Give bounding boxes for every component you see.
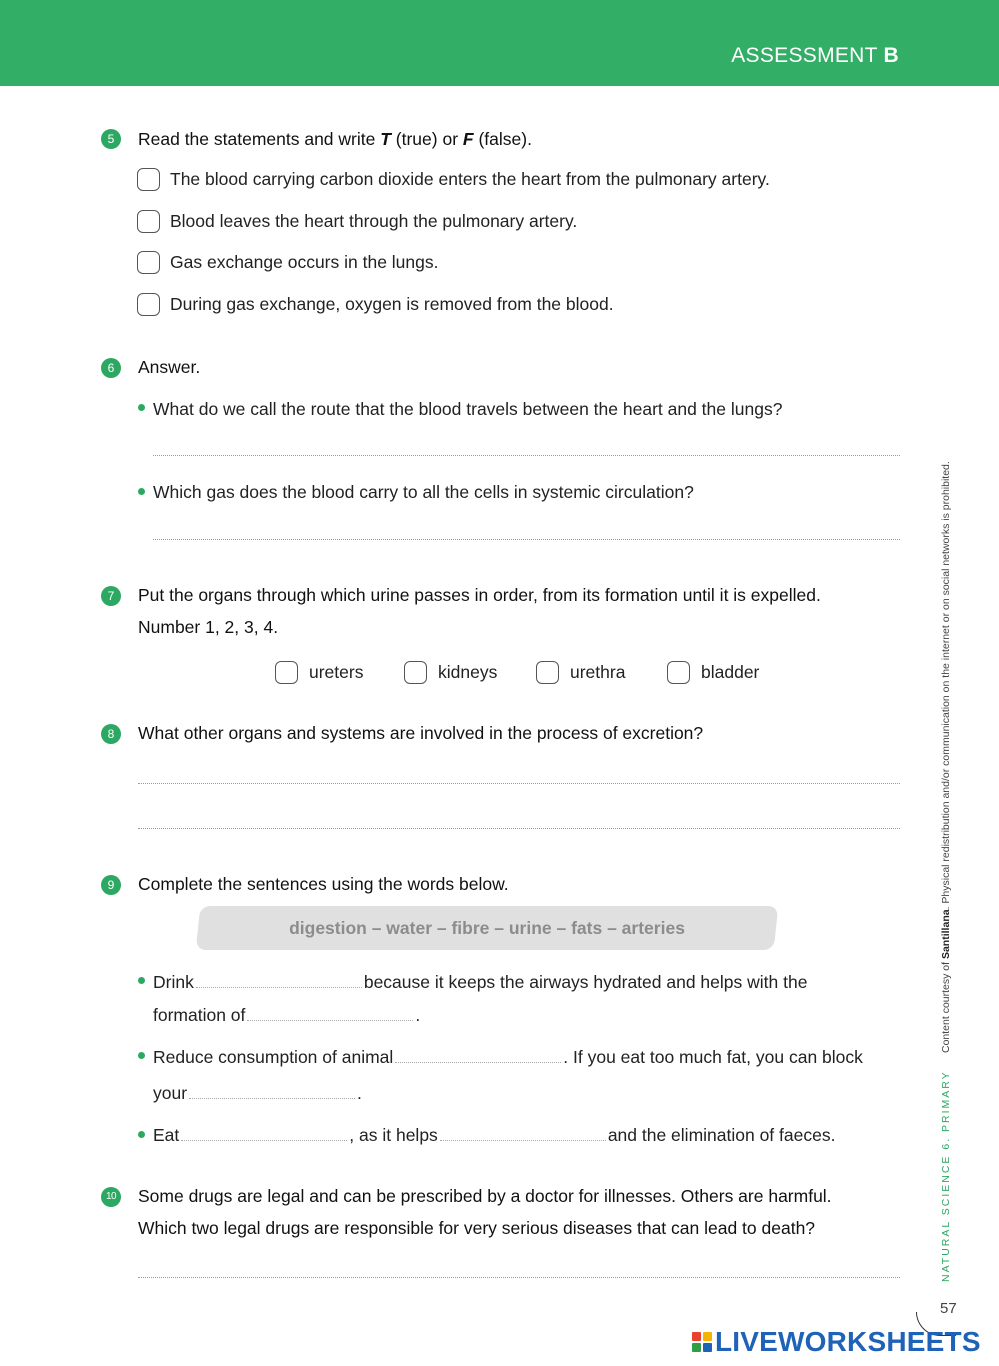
assessment-title [731, 44, 899, 68]
question-10-number: 10 [101, 1187, 121, 1207]
bullet-icon [138, 404, 145, 411]
q9-s3-text-c: and the elimination of faeces. [607, 1125, 836, 1145]
organ-label-kidneys: kidneys [438, 662, 498, 682]
question-7-prompt-line1: Put the organs through which urine passes in order, from its formation until it is expelled. [138, 585, 821, 605]
liveworksheets-logo[interactable] [692, 1326, 981, 1358]
organ-label-ureters: ureters [309, 662, 364, 682]
q9-s2-text-b: . If you eat too much fat, you can block [563, 1047, 863, 1067]
q9-s1-text-d: . [415, 1005, 421, 1025]
question-9-prompt: Complete the sentences using the words below. [138, 874, 509, 894]
question-10-prompt-line1: Some drugs are legal and can be prescribed by a doctor for illnesses. Others are harmful. [138, 1186, 832, 1206]
q9-sentence-3 [153, 1125, 835, 1146]
q5-answer-box-1[interactable] [137, 168, 160, 191]
q9-s2-text-d: . [357, 1083, 362, 1103]
q9-s3-text-b: , as it helps [349, 1125, 438, 1145]
organ-order-box-ureters[interactable] [275, 661, 298, 684]
organ-order-box-urethra[interactable] [536, 661, 559, 684]
q9-blank-urine[interactable] [247, 1007, 413, 1021]
credit-pre: Content courtesy of [940, 959, 952, 1053]
organ-label-bladder: bladder [701, 662, 760, 682]
organ-order-box-bladder[interactable] [667, 661, 690, 684]
q9-s2-text-a: Reduce consumption of animal [153, 1047, 394, 1067]
q5-answer-box-2[interactable] [137, 210, 160, 233]
bullet-icon [138, 1131, 145, 1138]
q5-answer-box-4[interactable] [137, 293, 160, 316]
q9-blank-fats[interactable] [395, 1049, 561, 1063]
question-7-number: 7 [101, 586, 121, 606]
assessment-label: ASSESSMENT [731, 44, 878, 67]
subject-label: NATURAL SCIENCE 6. PRIMARY [940, 1070, 952, 1282]
q9-blank-arteries[interactable] [189, 1085, 355, 1099]
logo-grid-icon [692, 1332, 712, 1352]
logo-square-green [692, 1343, 701, 1352]
organ-order-box-kidneys[interactable] [404, 661, 427, 684]
q9-sentence-2-line2 [153, 1083, 362, 1104]
q5-true-text: (true) or [390, 129, 463, 149]
question-10-prompt-line2: Which two legal drugs are responsible for very serious diseases that can lead to death? [138, 1218, 816, 1238]
logo-square-red [692, 1332, 701, 1341]
q5-answer-box-3[interactable] [137, 251, 160, 274]
q6-answer-line-1[interactable] [153, 454, 900, 456]
logo-square-yellow [703, 1332, 712, 1341]
bullet-icon [138, 1052, 145, 1059]
question-8-number: 8 [101, 724, 121, 744]
q9-blank-water[interactable] [196, 974, 362, 988]
q9-blank-digestion[interactable] [440, 1127, 606, 1141]
word-bank-text: digestion – water – fibre – urine – fats – arteries [289, 918, 685, 938]
logo-square-blue [703, 1343, 712, 1352]
bullet-icon [138, 488, 145, 495]
question-6-prompt: Answer. [138, 357, 201, 377]
credit-post: . Physical redistribution and/or communication on the internet or on social networks is prohibited. [940, 461, 952, 910]
bullet-icon [138, 977, 145, 984]
q9-s3-text-a: Eat [153, 1125, 180, 1145]
q5-statement-text-1: The blood carrying carbon dioxide enters the heart from the pulmonary artery. [170, 169, 770, 189]
q9-s2-text-c: your [153, 1083, 188, 1103]
q6-question-2: Which gas does the blood carry to all the cells in systemic circulation? [153, 482, 694, 502]
q5-statement-text-3: Gas exchange occurs in the lungs. [170, 252, 439, 272]
q9-s1-text-a: Drink [153, 972, 194, 992]
page-number: 57 [940, 1300, 957, 1317]
organ-label-urethra: urethra [570, 662, 626, 682]
q5-prompt-text: Read the statements and write [138, 129, 381, 149]
q8-answer-line-1[interactable] [138, 782, 900, 784]
q9-sentence-2-line1 [153, 1047, 863, 1068]
q9-sentence-1-line1 [153, 972, 807, 993]
question-8-prompt: What other organs and systems are involved in the process of excretion? [138, 723, 704, 743]
q9-blank-fibre[interactable] [181, 1127, 347, 1141]
q6-answer-line-2[interactable] [153, 538, 900, 540]
q8-answer-line-2[interactable] [138, 827, 900, 829]
question-7-prompt-line2: Number 1, 2, 3, 4. [138, 617, 279, 637]
q9-sentence-1-line2 [153, 1005, 420, 1026]
question-5-number: 5 [101, 129, 121, 149]
assessment-letter: B [883, 44, 899, 67]
q5-false-letter: F [462, 129, 474, 149]
question-9-number: 9 [101, 875, 121, 895]
question-5-prompt [138, 129, 532, 150]
q5-statement-text-2: Blood leaves the heart through the pulmonary artery. [170, 211, 578, 231]
question-6-number: 6 [101, 358, 121, 378]
q9-s1-text-b: because it keeps the airways hydrated and helps with the [363, 972, 808, 992]
logo-text: LIVEWORKSHEETS [715, 1326, 981, 1357]
q10-answer-line[interactable] [138, 1276, 900, 1278]
q5-false-text: (false). [473, 129, 532, 149]
q6-question-1: What do we call the route that the blood travels between the heart and the lungs? [153, 399, 783, 419]
copyright-notice [940, 461, 952, 1053]
publisher-name: Santillana [940, 909, 952, 960]
q5-true-letter: T [380, 129, 391, 149]
header-bar [0, 0, 999, 86]
q9-s1-text-c: formation of [153, 1005, 246, 1025]
q5-statement-text-4: During gas exchange, oxygen is removed from the blood. [170, 294, 614, 314]
